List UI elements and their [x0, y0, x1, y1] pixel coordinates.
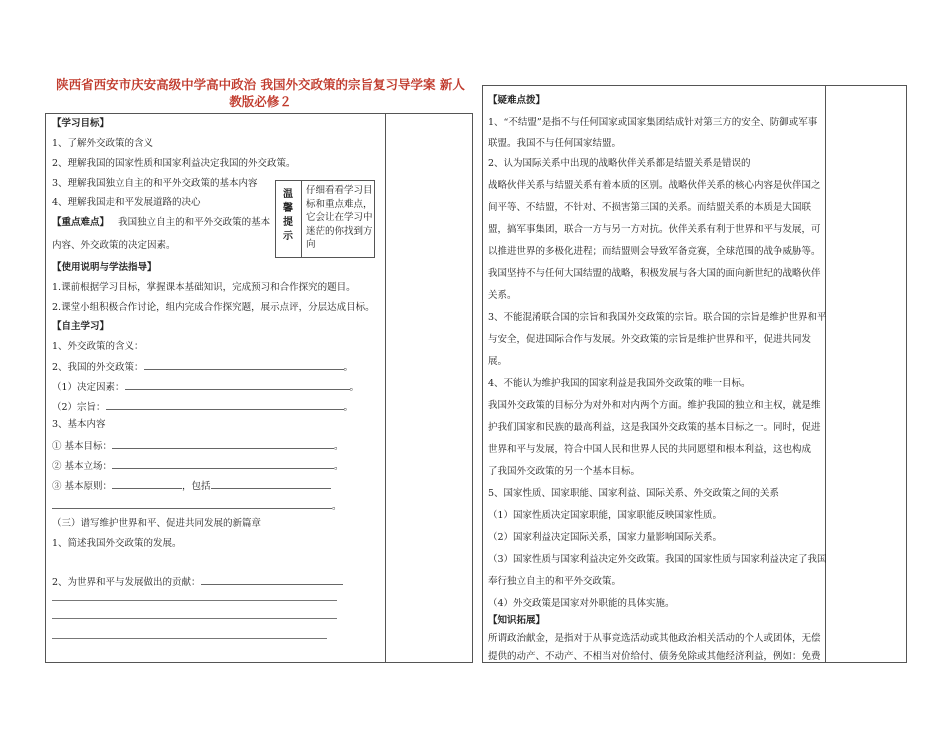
goal-3: 3、理解我国独立自主的和平外交政策的基本内容: [52, 178, 258, 189]
question-3c-end: 。: [332, 501, 342, 512]
warm-hint-text: [306, 184, 373, 252]
question-2a-label: （1）决定因素：: [52, 382, 125, 393]
answer-blank[interactable]: [211, 479, 331, 489]
question-5-label: 2、为世界和平与发展做出的贡献：: [52, 577, 201, 588]
hint-label-char: 温: [283, 189, 293, 200]
warm-hint-divider: [301, 180, 302, 258]
answer-line[interactable]: [52, 638, 327, 639]
question-2-end: 。: [343, 362, 354, 373]
right-p5e: 奉行独立自主的和平外交政策。: [488, 576, 622, 587]
right-p4b: 我国外交政策的目标分为对外和对内两个方面。维护我国的独立和主权，就是维: [488, 400, 821, 411]
usage-heading: 【使用说明与学法指导】: [52, 262, 157, 273]
usage-2: 2.课堂小组积极合作讨论，组内完成合作探究题，展示点评，分层达成目标。: [52, 302, 375, 313]
hint-text-line: 标和重点难点，: [306, 198, 373, 210]
key-points: [52, 217, 270, 229]
right-p5d: （3）国家性质与国家利益决定外交政策。我国的国家性质与国家利益决定了我国: [488, 554, 827, 565]
section-3-heading: （三）谱写维护世界和平、促进共同发展的新篇章: [52, 518, 262, 529]
question-2b-end: 。: [343, 402, 354, 413]
right-p4e: 了我国外交政策的另一个基本目标。: [488, 466, 641, 477]
hint-label-char: 提: [283, 217, 293, 228]
usage-1: 1.课前根据学习目标，掌握课本基础知识，完成预习和合作探究的题目。: [52, 282, 356, 293]
question-2: [52, 360, 353, 374]
question-4: 1、简述我国外交政策的发展。: [52, 538, 182, 549]
document-title: [48, 76, 473, 110]
self-study-heading: 【自主学习】: [52, 321, 110, 332]
goal-4: 4、理解我国走和平发展道路的决心: [52, 197, 201, 208]
title-line-1: 陕西省西安市庆安高级中学高中政治 我国外交政策的宗旨复习导学案 新人: [56, 77, 465, 92]
question-2a-end: 。: [349, 382, 360, 393]
question-1: 1、外交政策的含义：: [52, 341, 144, 352]
right-p2g: 关系。: [488, 290, 517, 301]
extension-heading: 【知识拓展】: [488, 615, 546, 626]
right-p5c: （2）国家利益决定国际关系，国家力量影响国际关系。: [488, 532, 723, 543]
right-p3c: 展。: [488, 356, 508, 367]
right-p2c: 间平等、不结盟，不针对、不损害第三国的关系。而结盟关系的本质是大国联: [488, 202, 812, 213]
extension-text-1: 所谓政治献金，是指对于从事竞选活动或其他政治相关活动的个人或团体，无偿: [488, 633, 821, 644]
right-p3b: 与安全，促进国际合作与发展。外交政策的宗旨是维护世界和平，促进共同发: [488, 334, 812, 345]
hint-text-line: 迷茫的你找到方: [306, 225, 373, 237]
right-p1b: 联盟。我国不与任何国家结盟。: [488, 138, 622, 149]
question-3c-label: ③ 基本原则：: [52, 481, 113, 492]
question-2-label: 2、我国的外交政策：: [52, 362, 144, 373]
right-p3a: 3、不能混淆联合国的宗旨和我国外交政策的宗旨。联合国的宗旨是维护世界和平: [488, 312, 827, 323]
question-3b-label: ② 基本立场：: [52, 461, 113, 472]
right-p5b: （1）国家性质决定国家职能，国家职能反映国家性质。: [488, 510, 723, 521]
question-3a-end: 。: [334, 441, 344, 452]
right-p2f: 我国坚持不与任何大国结盟的战略，积极发展与各大国的面向新世纪的战略伙伴: [488, 268, 821, 279]
right-panel-divider: [825, 85, 826, 663]
question-3c-mid: ，包括: [182, 481, 211, 492]
key-text-2: 内容、外交政策的决定因素。: [52, 240, 176, 251]
left-panel-divider: [385, 113, 386, 663]
right-p2a: 2、认为国际关系中出现的战略伙伴关系都是结盟关系是错误的: [488, 158, 751, 169]
title-line-2: 教版必修２: [229, 94, 292, 109]
difficulty-heading: 【疑难点拨】: [488, 95, 546, 106]
question-5: [52, 575, 343, 589]
right-p4a: 4、不能认为维护我国的国家利益是我国外交政策的唯一目标。: [488, 378, 751, 389]
answer-blank[interactable]: [112, 479, 182, 489]
right-p5f: （4）外交政策是国家对外职能的具体实施。: [488, 598, 675, 609]
question-3c: [52, 479, 331, 493]
answer-blank[interactable]: [52, 499, 332, 509]
question-3: 3、基本内容: [52, 419, 106, 430]
hint-text-line: 它会让在学习中: [306, 212, 373, 223]
answer-blank[interactable]: [112, 439, 334, 449]
answer-blank[interactable]: [106, 400, 344, 410]
answer-line[interactable]: [52, 600, 337, 601]
right-p4d: 世界和平与发展，符合中国人民和世界人民的共同愿望和根本利益，这也构成: [488, 444, 812, 455]
hint-text-line: 向: [306, 239, 316, 250]
hint-label-char: 馨: [283, 203, 293, 214]
question-2b-label: （2）宗旨：: [52, 402, 106, 413]
question-3a-label: ① 基本目标：: [52, 441, 113, 452]
hint-label-char: 示: [283, 231, 293, 242]
right-p2e: 以推进世界的多极化进程；而结盟则会导致军备竞赛，全球范围的战争威胁等。: [488, 246, 821, 257]
answer-blank[interactable]: [144, 360, 344, 370]
key-text: 我国独立自主的和平外交政策的基本: [118, 217, 271, 228]
extension-text-2: 提供的动产、不动产、不相当对价给付、债务免除或其他经济利益，例如：免费: [488, 651, 821, 662]
warm-hint-label: [282, 188, 294, 244]
question-3a: [52, 439, 344, 453]
right-p4c: 护我们国家和民族的最高利益，这是我国外交政策的基本目标之一。同时，促进: [488, 422, 821, 433]
goals-heading: 【学习目标】: [52, 118, 110, 129]
key-heading: 【重点难点】: [52, 217, 110, 228]
question-3b-end: 。: [334, 461, 344, 472]
hint-text-line: 仔细看看学习目: [306, 185, 373, 196]
answer-blank[interactable]: [201, 575, 343, 585]
right-p5a: 5、国家性质、国家职能、国家利益、国际关系、外交政策之间的关系: [488, 488, 780, 499]
question-2a: [52, 380, 359, 394]
answer-blank[interactable]: [125, 380, 350, 390]
right-p2d: 盟，搞军事集团，联合一方与另一方对抗。伙伴关系有利于世界和平与发展，可: [488, 224, 821, 235]
goal-1: 1、了解外交政策的含义: [52, 138, 154, 149]
answer-line[interactable]: [52, 618, 337, 619]
right-p2b: 战略伙伴关系与结盟关系有着本质的区别。战略伙伴关系的核心内容是伙伴国之: [488, 180, 821, 191]
question-3c-cont: [52, 499, 342, 513]
goal-2: 2、理解我国的国家性质和国家利益决定我国的外交政策。: [52, 158, 296, 169]
answer-blank[interactable]: [112, 459, 334, 469]
right-p1a: 1、“不结盟”是指不与任何国家或国家集团结成针对第三方的安全、防御或军事: [488, 117, 818, 128]
question-2b: [52, 400, 353, 414]
question-3b: [52, 459, 344, 473]
